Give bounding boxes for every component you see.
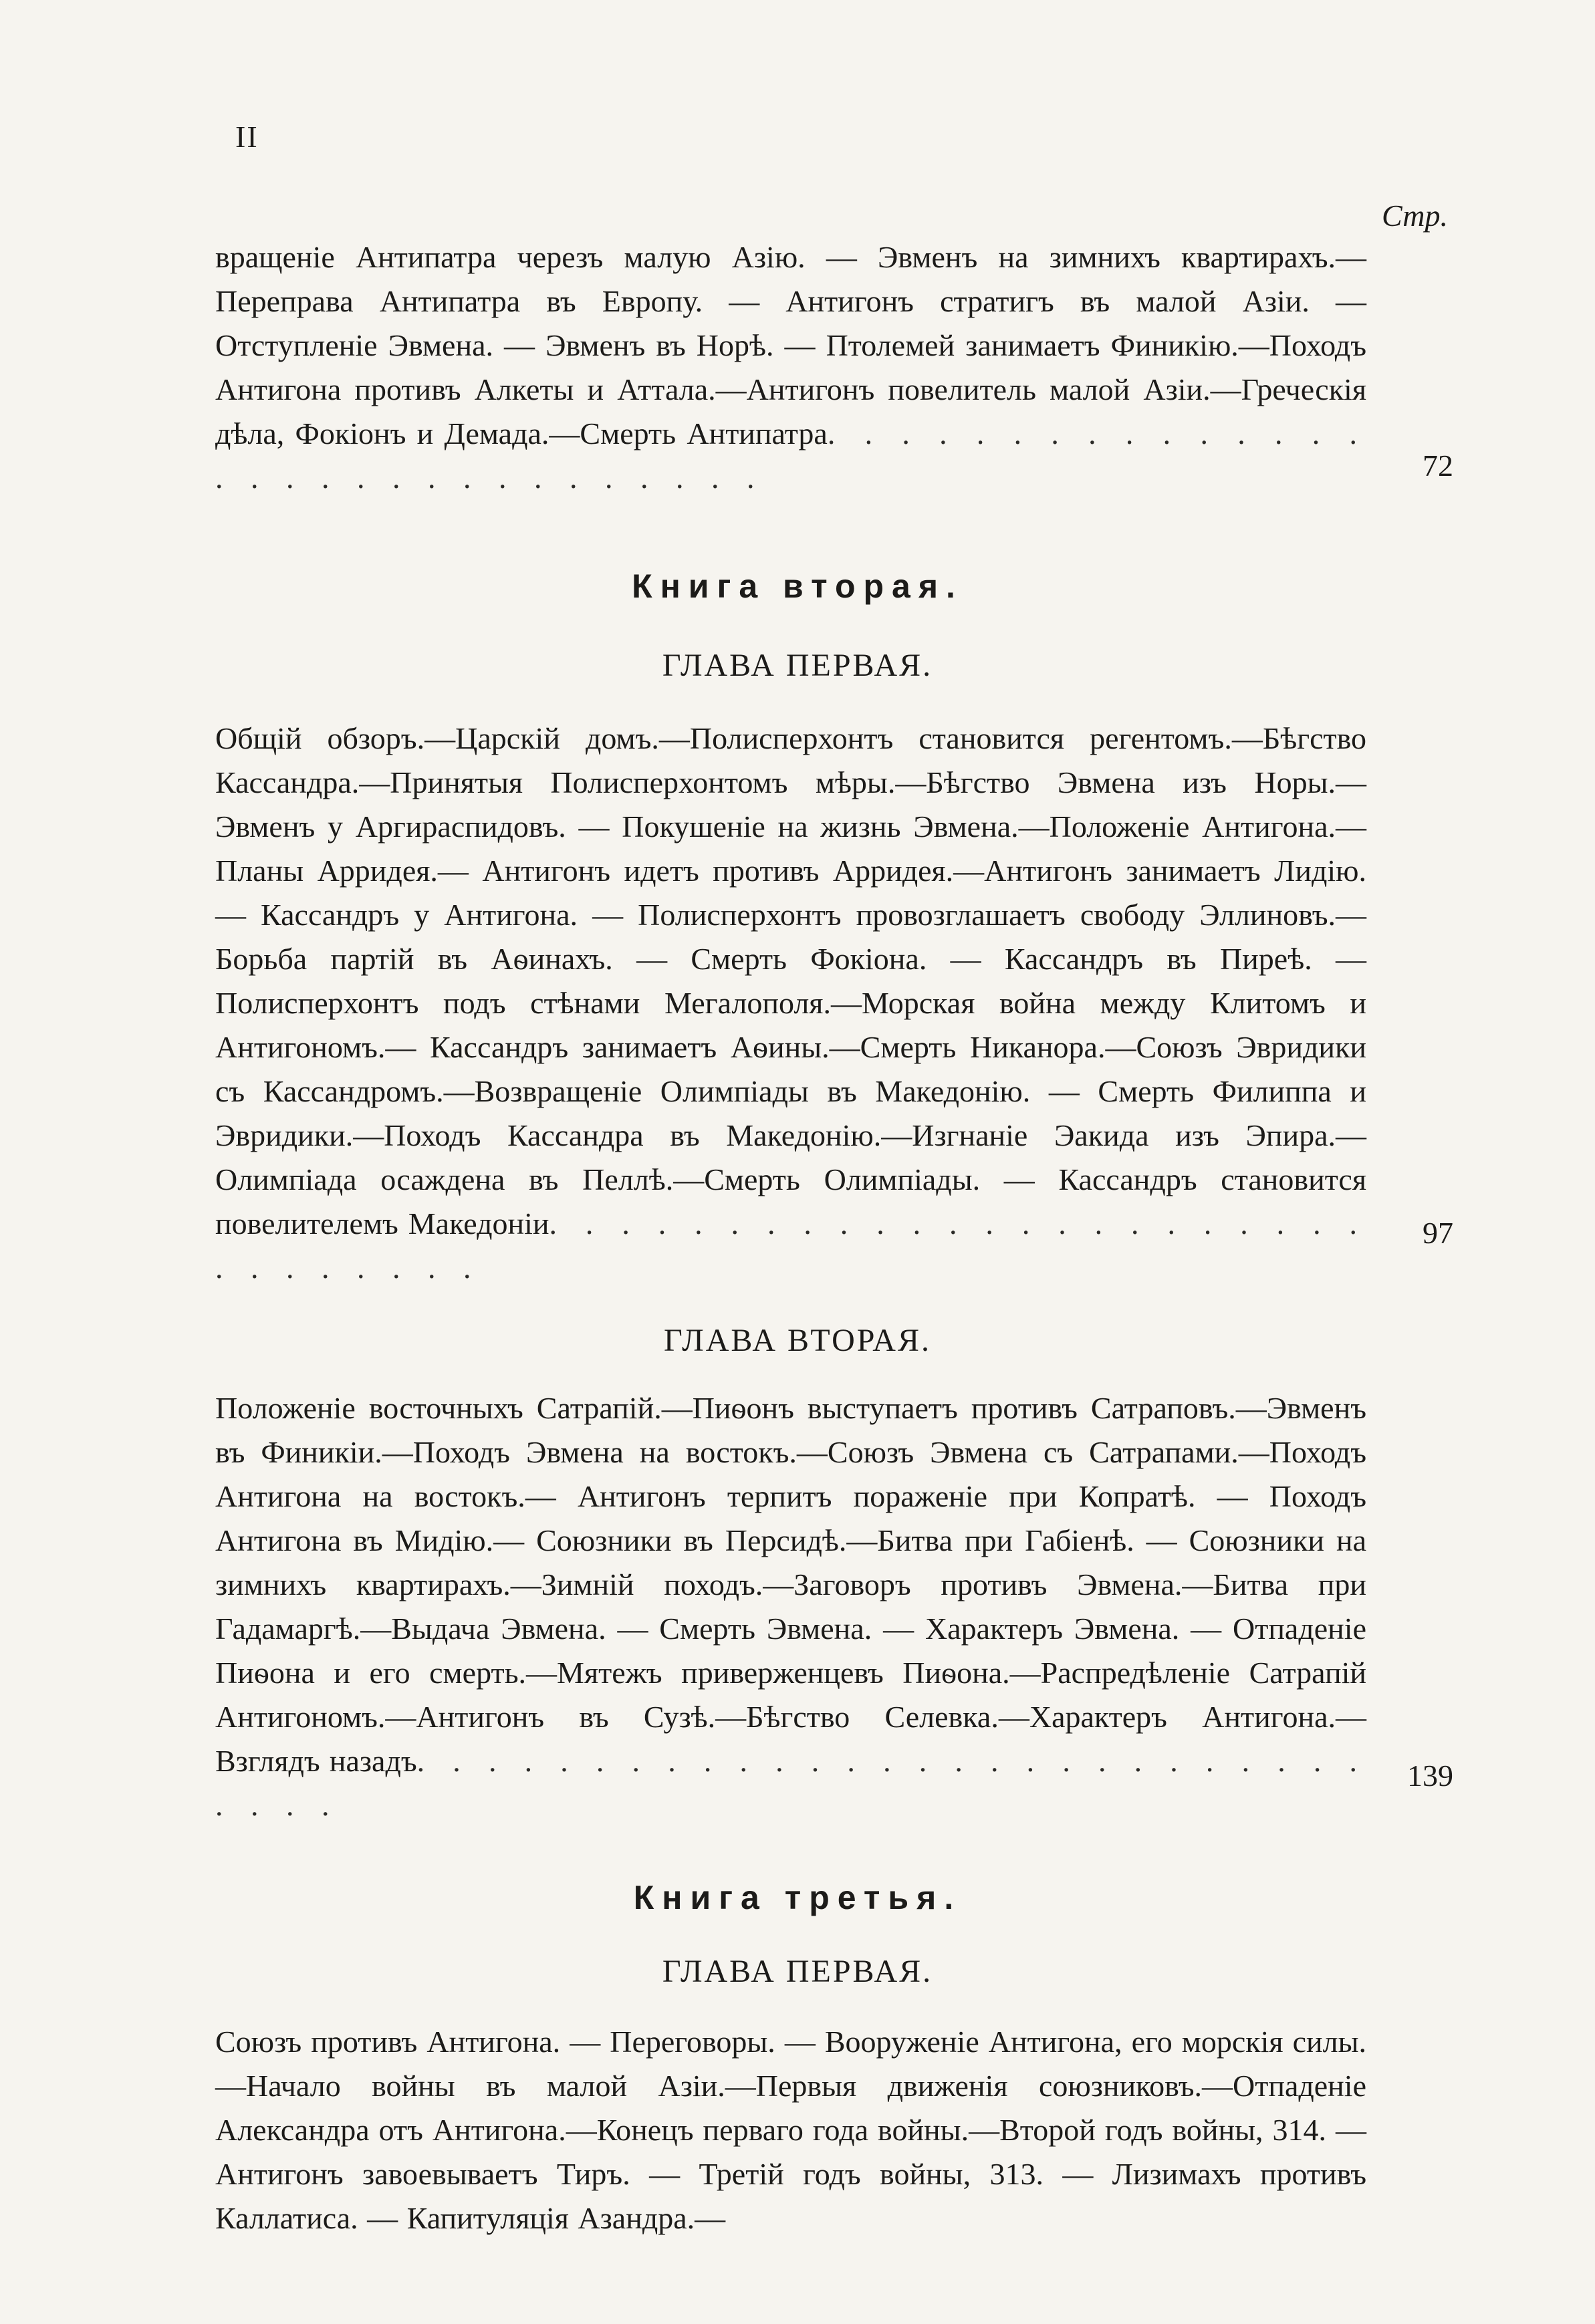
- page-column-label: Стр.: [1381, 199, 1448, 233]
- toc-entry-book2-ch2: [215, 1386, 1366, 1827]
- book-title: Книга вторая.: [632, 567, 963, 605]
- leader-dots: . . . . . . . . . . . . . . . . . . . . . . . . . . . . . . .: [215, 1744, 1367, 1822]
- toc-entry-text: Общій обзоръ.—Царскій домъ.—Полисперхонтъ становится регентомъ.—Бѣгство Кассандра.—Принятыя Полисперхонтомъ мѣры.—Бѣгство Эвмена изъ Норы.—Эвменъ у Аргираспидовъ. — Покушеніе на жизнь Эвмена.—Положеніе Антигона.—Планы Арридея.— Антигонъ идетъ противъ Арридея.—Антигонъ занимаетъ Лидію. — Кассандръ у Антигона. — Полисперхонтъ провозглашаетъ свободу Эллиновъ.—Борьба партій въ Аѳинахъ. — Смерть Фокіона. — Кассандръ въ Пиреѣ. — Полисперхонтъ подъ стѣнами Мегалополя.—Морская война между Клитомъ и Антигономъ.— Кассандръ занимаетъ Аѳины.—Смерть Никанора.—Союзъ Эвридики съ Кассандромъ.—Возвращеніе Олимпіады въ Македонію. — Смерть Филиппа и Эвридики.—Походъ Кассандра въ Македонію.—Изгнаніе Эакида изъ Эпира.—Олимпіада осаждена въ Пеллѣ.—Смерть Олимпіады. — Кассандръ становится повелителемъ Македоніи: [215, 721, 1366, 1241]
- toc-page-ref: 139: [1407, 1759, 1453, 1793]
- chapter-title: ГЛАВА ПЕРВАЯ.: [662, 648, 933, 683]
- toc-entry-continuation: [215, 235, 1366, 500]
- toc-entry-text: Союзъ противъ Антигона. — Переговоры. — Вооруженіе Антигона, его морскія силы.—Начало войны въ малой Азіи.—Первыя движенія союзниковъ.—Отпаденіе Александра отъ Антигона.—Конецъ перваго года войны.—Второй годъ войны, 314. — Антигонъ завоевываетъ Тиръ. — Третій годъ войны, 313. — Лизимахъ противъ Каллатиса. — Капитуляція Азандра.—: [215, 2025, 1366, 2235]
- book-title: Книга третья.: [633, 1879, 962, 1916]
- page-number: II: [235, 120, 259, 154]
- chapter-title: ГЛАВА ВТОРАЯ.: [664, 1323, 931, 1358]
- toc-entry-text: Положеніе восточныхъ Сатрапій.—Пиѳонъ выступаетъ противъ Сатраповъ.—Эвменъ въ Финикіи.—Походъ Эвмена на востокъ.—Союзъ Эвмена съ Сатрапами.—Походъ Антигона на востокъ.— Антигонъ терпитъ пораженіе при Копратѣ. — Походъ Антигона въ Мидію.— Союзники въ Персидѣ.—Битва при Габіенѣ. — Союзники на зимнихъ квартирахъ.—Зимній походъ.—Заговоръ противъ Эвмена.—Битва при Гадамаргѣ.—Выдача Эвмена. — Смерть Эвмена. — Характеръ Эвмена. — Отпаденіе Пиѳона и его смерть.—Мятежъ приверженцевъ Пиѳона.—Распредѣленіе Сатрапій Антигономъ.—Антигонъ въ Сузѣ.—Бѣгство Селевка.—Характеръ Антигона.—Взглядъ назадъ: [215, 1391, 1366, 1778]
- toc-entry-book3-ch1: [215, 2020, 1366, 2240]
- leader-dots: . . . . . . . . . . . . . . . . . . . . . . . . . . . . . . .: [215, 1206, 1366, 1285]
- leader-dots: . . . . . . . . . . . . . . . . . . . . . . . . . . . . . . .: [215, 416, 1366, 495]
- chapter-title: ГЛАВА ПЕРВАЯ.: [662, 1954, 933, 1989]
- toc-page-ref: 97: [1423, 1216, 1453, 1250]
- toc-entry-text: вращеніе Антипатра черезъ малую Азію. — Эвменъ на зимнихъ квартирахъ.—Переправа Антипатра въ Европу. — Антигонъ стратигъ въ малой Азіи. — Отступленіе Эвмена. — Эвменъ въ Норѣ. — Птолемей занимаетъ Финикію.—Походъ Антигона противъ Алкеты и Аттала.—Антигонъ повелитель малой Азіи.—Греческія дѣла, Фокіонъ и Демада.—Смерть Антипатра: [215, 240, 1366, 450]
- toc-page-ref: 72: [1423, 448, 1453, 483]
- toc-entry-book2-ch1: [215, 717, 1366, 1290]
